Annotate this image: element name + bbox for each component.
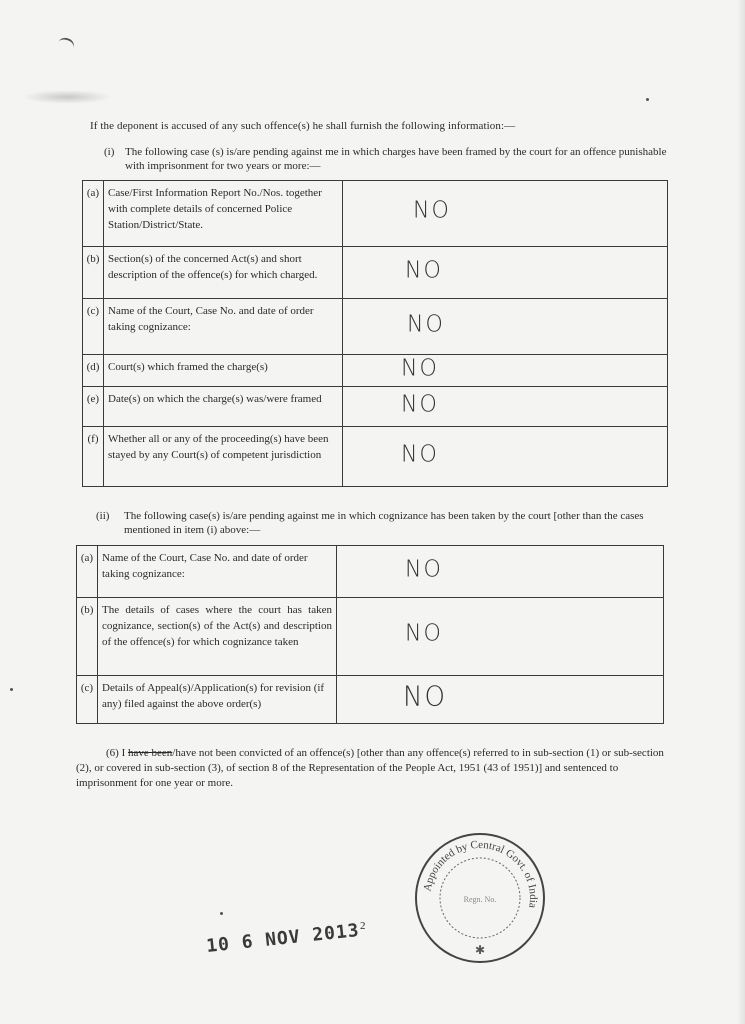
table-row bbox=[83, 181, 668, 247]
row-label: (b) bbox=[83, 247, 104, 299]
para6-prefix: (6) I bbox=[106, 747, 128, 759]
table-row bbox=[83, 355, 668, 387]
para6-rest: /have not been convicted of an offence(s) [other than any offence(s) referred to in sub-section (1) or sub-section (2), or covered in sub-section (3), of section 8 of the Representation of the People Act, 1951 (43 of 1951)] and sentenced to imprisonment for one year or more. bbox=[76, 747, 664, 789]
table-row bbox=[83, 247, 668, 299]
section-ii-text: The following case(s) is/are pending against me in which cognizance has been taken by the court [other than the cases mentioned in item (i) above:— bbox=[124, 510, 644, 536]
section-i-table bbox=[82, 180, 668, 487]
section-i-number: (i) bbox=[104, 146, 115, 158]
handwritten-answer: NO bbox=[403, 681, 447, 713]
row-question: Section(s) of the concerned Act(s) and short description of the offence(s) for which charged. bbox=[104, 247, 343, 299]
row-question: Name of the Court, Case No. and date of order taking cognizance: bbox=[98, 546, 337, 598]
table-row bbox=[83, 427, 668, 487]
row-answer-cell bbox=[337, 546, 664, 598]
section-ii-table bbox=[76, 545, 664, 724]
row-label: (f) bbox=[83, 427, 104, 487]
stray-pen-mark bbox=[56, 36, 76, 55]
row-answer-cell bbox=[337, 598, 664, 676]
scan-speck bbox=[10, 688, 13, 691]
scan-speck bbox=[646, 98, 649, 101]
section-i-text: The following case (s) is/are pending against me in which charges have been framed by the court for an offence punishable with imprisonment for two years or more:— bbox=[125, 146, 667, 172]
row-answer-cell bbox=[343, 181, 668, 247]
seal-inner-text: Regn. No. bbox=[463, 895, 497, 904]
row-label: (d) bbox=[83, 355, 104, 387]
row-question: Case/First Information Report No./Nos. together with complete details of concerned Police Station/District/State. bbox=[104, 181, 343, 247]
notary-seal bbox=[410, 828, 550, 968]
handwritten-answer: NO bbox=[401, 441, 439, 468]
row-label: (b) bbox=[77, 598, 98, 676]
scan-edge-shadow bbox=[737, 0, 745, 1024]
handwritten-answer: NO bbox=[401, 391, 439, 418]
paragraph-6 bbox=[76, 746, 666, 791]
row-answer-cell bbox=[337, 676, 664, 724]
scan-speck bbox=[220, 912, 223, 915]
row-answer-cell bbox=[343, 355, 668, 387]
intro-text: If the deponent is accused of any such offence(s) he shall furnish the following information:— bbox=[90, 120, 516, 132]
scan-smudge bbox=[22, 90, 112, 104]
row-label: (c) bbox=[77, 676, 98, 724]
page-number: 2 bbox=[360, 920, 366, 932]
row-question: Date(s) on which the charge(s) was/were framed bbox=[104, 387, 343, 427]
para6-struck-text: have been bbox=[128, 747, 173, 759]
date-stamp: 10 6 NOV 2013 bbox=[205, 920, 361, 957]
seal-ring-text: Appointed by Central Govt. of India bbox=[421, 838, 540, 909]
seal-star-icon: ✱ bbox=[474, 943, 486, 957]
handwritten-answer: NO bbox=[401, 355, 439, 382]
handwritten-answer: NO bbox=[413, 196, 451, 224]
handwritten-answer: NO bbox=[405, 556, 443, 583]
table-row bbox=[83, 299, 668, 355]
section-ii-number: (ii) bbox=[96, 510, 110, 522]
row-answer-cell bbox=[343, 299, 668, 355]
row-answer-cell bbox=[343, 247, 668, 299]
table-row bbox=[77, 598, 664, 676]
row-answer-cell bbox=[343, 427, 668, 487]
row-label: (a) bbox=[83, 181, 104, 247]
row-label: (a) bbox=[77, 546, 98, 598]
row-label: (c) bbox=[83, 299, 104, 355]
row-question: Whether all or any of the proceeding(s) have been stayed by any Court(s) of competent jurisdiction bbox=[104, 427, 343, 487]
row-answer-cell bbox=[343, 387, 668, 427]
row-question: Name of the Court, Case No. and date of order taking cognizance: bbox=[104, 299, 343, 355]
row-label: (e) bbox=[83, 387, 104, 427]
handwritten-answer: NO bbox=[407, 311, 445, 338]
handwritten-answer: NO bbox=[405, 619, 443, 647]
table-row bbox=[77, 676, 664, 724]
row-question: Court(s) which framed the charge(s) bbox=[104, 355, 343, 387]
table-row bbox=[83, 387, 668, 427]
row-question: The details of cases where the court has taken cognizance, section(s) of the Act(s) and description of the offence(s) for which cognizance taken bbox=[98, 598, 337, 676]
row-question: Details of Appeal(s)/Application(s) for revision (if any) filed against the above order(s) bbox=[98, 676, 337, 724]
table-row bbox=[77, 546, 664, 598]
handwritten-answer: NO bbox=[405, 257, 443, 284]
